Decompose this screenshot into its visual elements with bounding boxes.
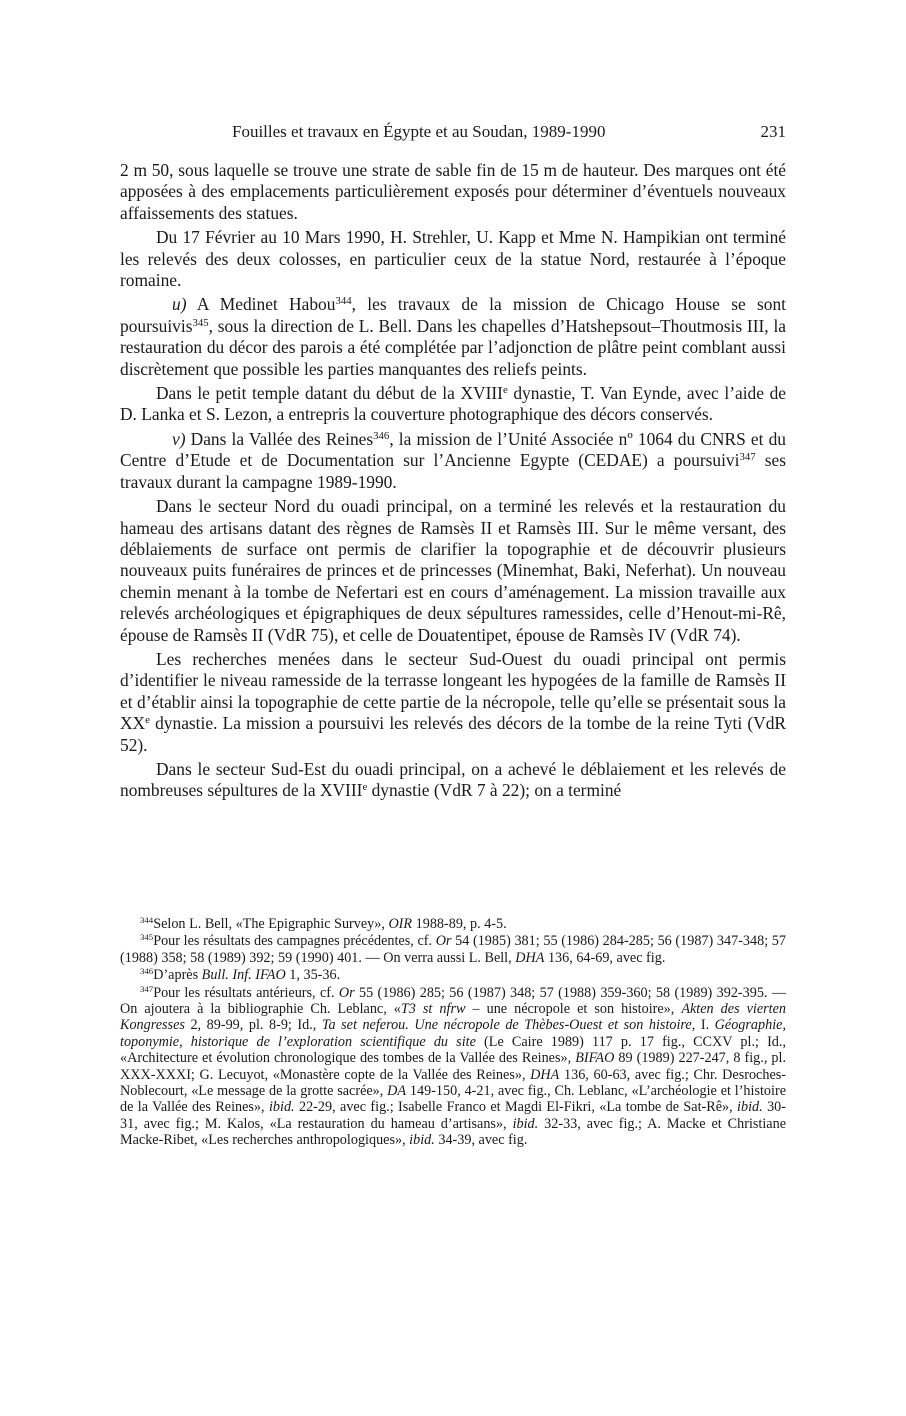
footnote-346: $^{346}$D’après Bull. Inf. IFAO 1, 35-36. xyxy=(140,966,341,984)
paragraph-petit-temple: Dans le petit temple datant du début de la XVIIIe dynastie, T. Van Eynde, avec l’aide de D. Lanka et S. Lezon, a entrepris la couverture photographique des décors conservés. xyxy=(120,383,786,425)
footnote-ref: 345 xyxy=(192,316,209,329)
running-title: Fouilles et travaux en Égypte et au Soudan, 1989-1990 xyxy=(232,122,606,141)
paragraph-releves-colosses: Du 17 Février au 10 Mars 1990, H. Strehler, U. Kapp et Mme N. Hampikian ont terminé les relevés des deux colosses, en particulier ceux de la statue Nord, restaurée à l’époque romaine. xyxy=(120,227,786,291)
running-header xyxy=(120,118,786,146)
page-number: 231 xyxy=(760,122,786,141)
paragraph-secteur-sud-ouest: Les recherches menées dans le secteur Sud-Ouest du ouadi principal ont permis d’identifier le niveau ramesside de la terrasse longeant les hypogées de la famille de Ramsès II et d’établir ainsi la topographie de cette partie de la nécropole, telle qu’elle se présentait sous la XXe dynastie. La mission a poursuivi les relevés des décors de la tombe de la reine Tyti (VdR 52). xyxy=(120,648,786,755)
main-text xyxy=(120,160,786,805)
paragraph-medinet-habou: u) A Medinet Habou$^{344}$, les travaux de la mission de Chicago House se sont poursuivis$^{345}$, sous la direction de L. Bell. Dans les chapelles d’Hatshepsout–Thoutmosis III, la restauration du décor des parois a été complétée par l’adjonction de plâtre peint comblant aussi discrètement que possible les parties manquantes des reliefs peints. xyxy=(120,294,786,379)
footnote-347: $^{347}$Pour les résultats antérieurs, cf. Or 55 (1986) 285; 56 (1987) 348; 57 (1988) 359-360; 58 (1989) 392-395. — On ajoutera à la bibliographie Ch. Leblanc, «T3 st nfrw – une nécropole et son histoire», Akten des vierten Kongresses 2, 89-99, pl. 8-9; Id., Ta set neferou. Une nécropole de Thèbes-Ouest et son histoire, I. Géographie, toponymie, historique de l’exploration scientifique du site (Le Caire 1989) 117 p. 17 fig., CCXV pl.; Id., «Architecture et évolution chronologique des tombes de la Vallée des Reines», BIFAO 89 (1989) 227-247, 8 fig., pl. XXX-XXXI; G. Lecuyot, «Monastère copte de la Vallée des Reines», DHA 136, 60-63, avec fig.; Chr. Desroches-Noblecourt, «Le message de la grotte sacrée», DA 149-150, 4-21, avec fig., Ch. Leblanc, «L’archéologie et l’histoire de la Vallée des Reines», ibid. 22-29, avec fig.; Isabelle Franco et Magdi El-Fikri, «La tombe de Sat-Rê», ibid. 30-31, avec fig.; M. Kalos, «La restauration du hameau d’artisans», ibid. 32-33, avec fig.; A. Macke et Christiane Macke-Ribet, «Les recherches anthropologiques», ibid. 34-39, avec fig. xyxy=(120,983,787,1149)
footnote-ref: 346 xyxy=(373,429,390,442)
footnote-ref: 344 xyxy=(335,295,352,308)
paragraph-statues: 2 m 50, sous laquelle se trouve une strate de sable fin de 15 m de hauteur. Des marques ont été apposées à des emplacements particulièrement exposés pour déterminer d’éventuels nouveaux affaissements des statues. xyxy=(120,160,786,223)
paragraph-secteur-nord: Dans le secteur Nord du ouadi principal, on a terminé les relevés et la restauration du hameau des artisans datant des règnes de Ramsès II et Ramsès III. Sur le même versant, des déblaiements de surface ont permis de clarifier la topographie et de découvrir plusieurs nouveaux puits funéraires de princes et de princesses (Minemhat, Baki, Neferhat). Un nouveau chemin menant à la tombe de Nefertari est en cours d’aménagement. La mission travaille aux relevés archéologiques et épigraphiques de deux sépultures ramessides, celle d’Henout-mi-Rê, épouse de Ramsès II (VdR 75), et celle de Douatentipet, épouse de Ramsès IV (VdR 74). xyxy=(120,496,786,645)
footnote-344: $^{344}$Selon L. Bell, «The Epigraphic Survey», OIR 1988-89, p. 4-5. xyxy=(140,915,507,932)
footnote-345: $^{345}$Pour les résultats des campagnes précédentes, cf. Or 54 (1985) 381; 55 (1986) 284-285; 56 (1987) 347-348; 57 (1988) 358; 58 (1989) 392; 59 (1990) 401. — On verra aussi L. Bell, DHA 136, 64-69, avec fig. xyxy=(120,932,786,966)
footnote-ref: 347 xyxy=(739,451,756,464)
section-marker: u) xyxy=(172,294,187,315)
footnotes xyxy=(120,916,786,1150)
paragraph-secteur-sud-est: Dans le secteur Sud-Est du ouadi principal, on a achevé le déblaiement et les relevés de nombreuses sépultures de la XVIIIe dynastie (VdR 7 à 22); on a terminé xyxy=(120,758,786,801)
paragraph-vallee-des-reines: v) Dans la Vallée des Reines$^{346}$, la mission de l’Unité Associée nº 1064 du CNRS et du Centre d’Etude et de Documentation sur l’Ancienne Egypte (CEDAE) a poursuivi$^{347}$ ses travaux durant la campagne 1989-1990. xyxy=(120,428,786,492)
section-marker: v) xyxy=(172,428,186,449)
